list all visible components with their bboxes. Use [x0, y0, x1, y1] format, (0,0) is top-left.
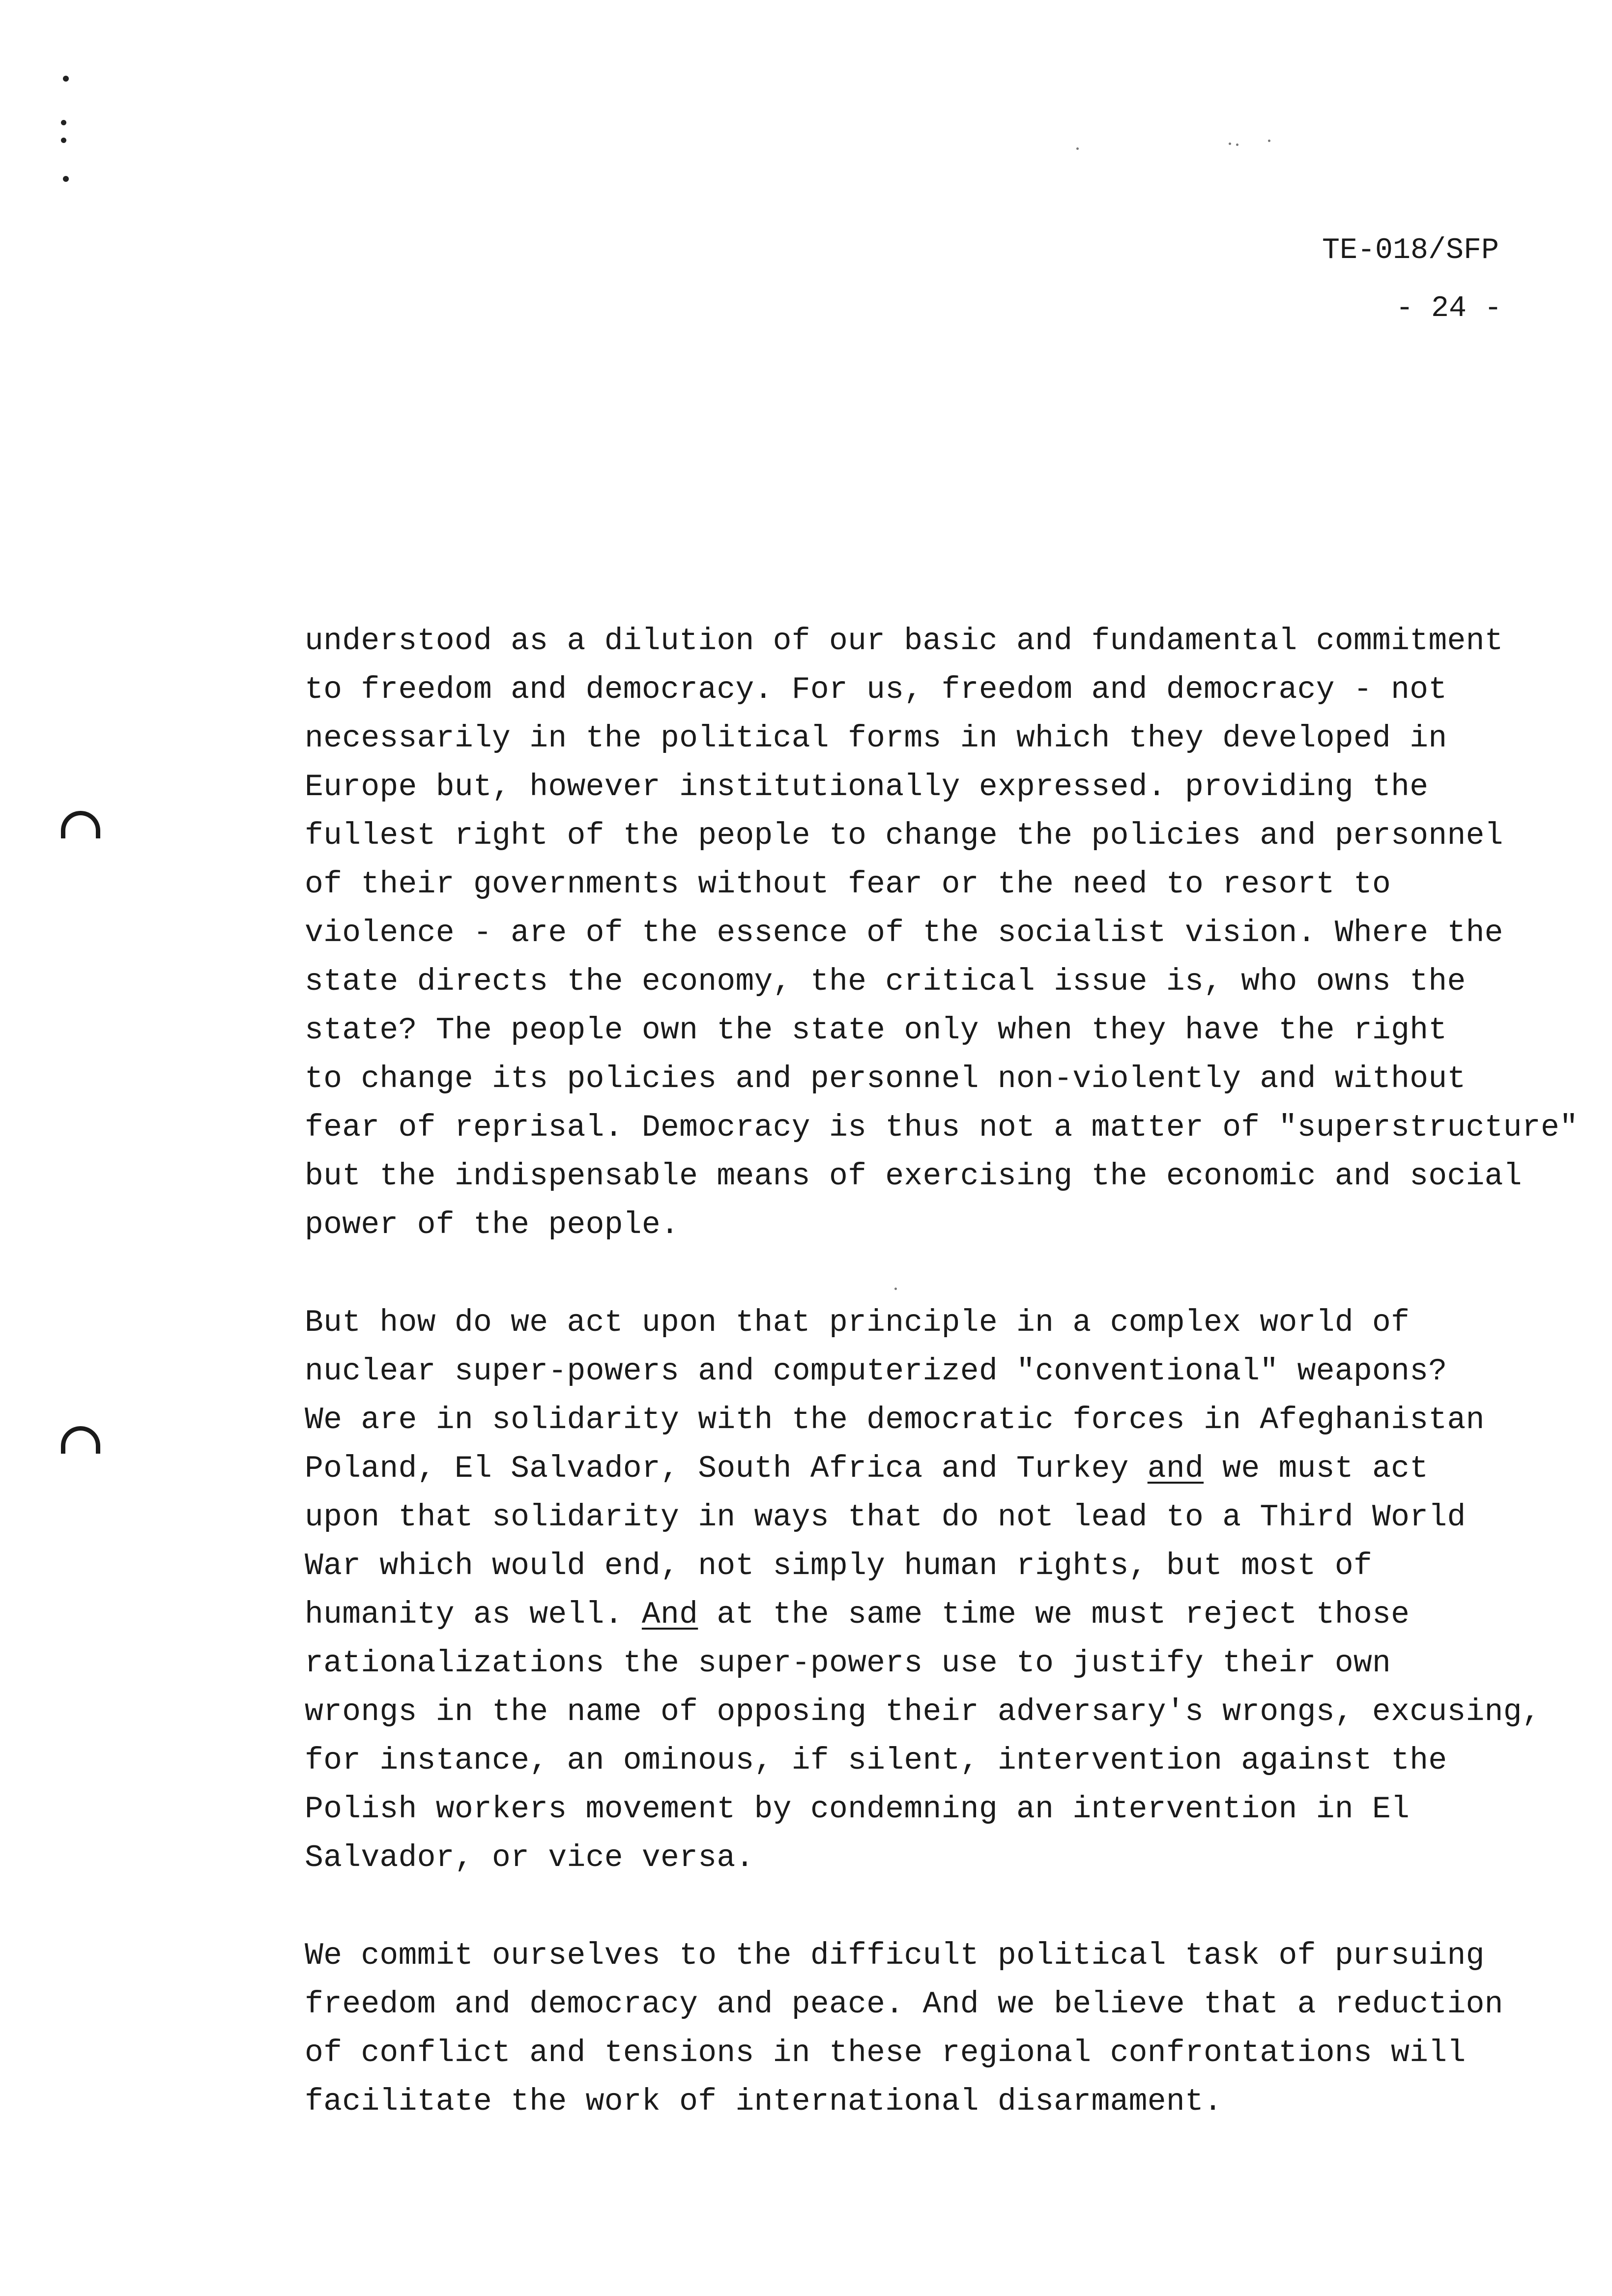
text-segment: we must act [1204, 1451, 1429, 1486]
paragraph-2 [305, 1298, 1583, 1882]
scan-speck [1076, 147, 1079, 150]
text-line: state directs the economy, the critical issue is, who owns the [305, 964, 1466, 999]
text-line: Europe but, however institutionally expressed. providing the [305, 770, 1429, 804]
underlined-word: and [1147, 1451, 1204, 1486]
punch-hole-mark [61, 1426, 100, 1454]
page-number: - 24 - [1396, 292, 1502, 325]
text-line: for instance, an ominous, if silent, intervention against the [305, 1743, 1447, 1778]
text-line: rationalizations the super-powers use to justify their own [305, 1646, 1391, 1681]
text-line: state? The people own the state only when they have the right [305, 1013, 1447, 1048]
underlined-word: And [641, 1597, 698, 1632]
text-line: power of the people. [305, 1207, 680, 1242]
scan-speck [1268, 140, 1270, 142]
text-line: facilitate the work of international disarmament. [305, 2084, 1223, 2119]
paragraph-1 [305, 617, 1583, 1249]
text-line: upon that solidarity in ways that do not lead to a Third World [305, 1500, 1466, 1535]
text-line: to change its policies and personnel non-violently and without [305, 1062, 1466, 1096]
body-text [305, 617, 1583, 2175]
document-reference: TE-018/SFP [1322, 234, 1499, 267]
text-line: War which would end, not simply human rights, but most of [305, 1549, 1373, 1583]
paragraph-3 [305, 1931, 1583, 2126]
text-line: But how do we act upon that principle in a complex world of [305, 1305, 1410, 1340]
text-line: We are in solidarity with the democratic forces in Afeghanistan [305, 1403, 1485, 1437]
text-line: but the indispensable means of exercising the economic and social [305, 1159, 1522, 1194]
margin-dot [61, 120, 66, 125]
text-segment: Poland, El Salvador, South Africa and Turkey [305, 1451, 1148, 1486]
text-segment: humanity as well. [305, 1597, 642, 1632]
text-line: freedom and democracy and peace. And we believe that a reduction [305, 1987, 1503, 2022]
text-line: fullest right of the people to change the policies and personnel [305, 818, 1503, 853]
scan-speck [1236, 144, 1238, 146]
text-line: to freedom and democracy. For us, freedom and democracy - not [305, 672, 1447, 707]
text-line: wrongs in the name of opposing their adversary's wrongs, excusing, [305, 1694, 1541, 1729]
text-line: understood as a dilution of our basic and fundamental commitment [305, 624, 1503, 659]
scan-speck [1229, 143, 1231, 145]
punch-hole-mark [61, 811, 100, 838]
margin-dot [61, 138, 66, 143]
text-line: fear of reprisal. Democracy is thus not a matter of "superstructure" [305, 1110, 1579, 1145]
text-line-with-underline [305, 1590, 1583, 1639]
text-line-with-underline [305, 1444, 1583, 1493]
text-line: Salvador, or vice versa. [305, 1840, 754, 1875]
text-segment: at the same time we must reject those [698, 1597, 1410, 1632]
text-line: necessarily in the political forms in which they developed in [305, 721, 1447, 756]
text-line: nuclear super-powers and computerized "conventional" weapons? [305, 1354, 1447, 1389]
text-line: violence - are of the essence of the socialist vision. Where the [305, 916, 1503, 950]
text-line: We commit ourselves to the difficult political task of pursuing [305, 1938, 1485, 1973]
margin-dot [63, 176, 69, 182]
text-line: of conflict and tensions in these regional confrontations will [305, 2036, 1466, 2070]
text-line: Polish workers movement by condemning an intervention in El [305, 1792, 1410, 1827]
margin-dot [63, 76, 69, 82]
text-line: of their governments without fear or the need to resort to [305, 867, 1391, 902]
